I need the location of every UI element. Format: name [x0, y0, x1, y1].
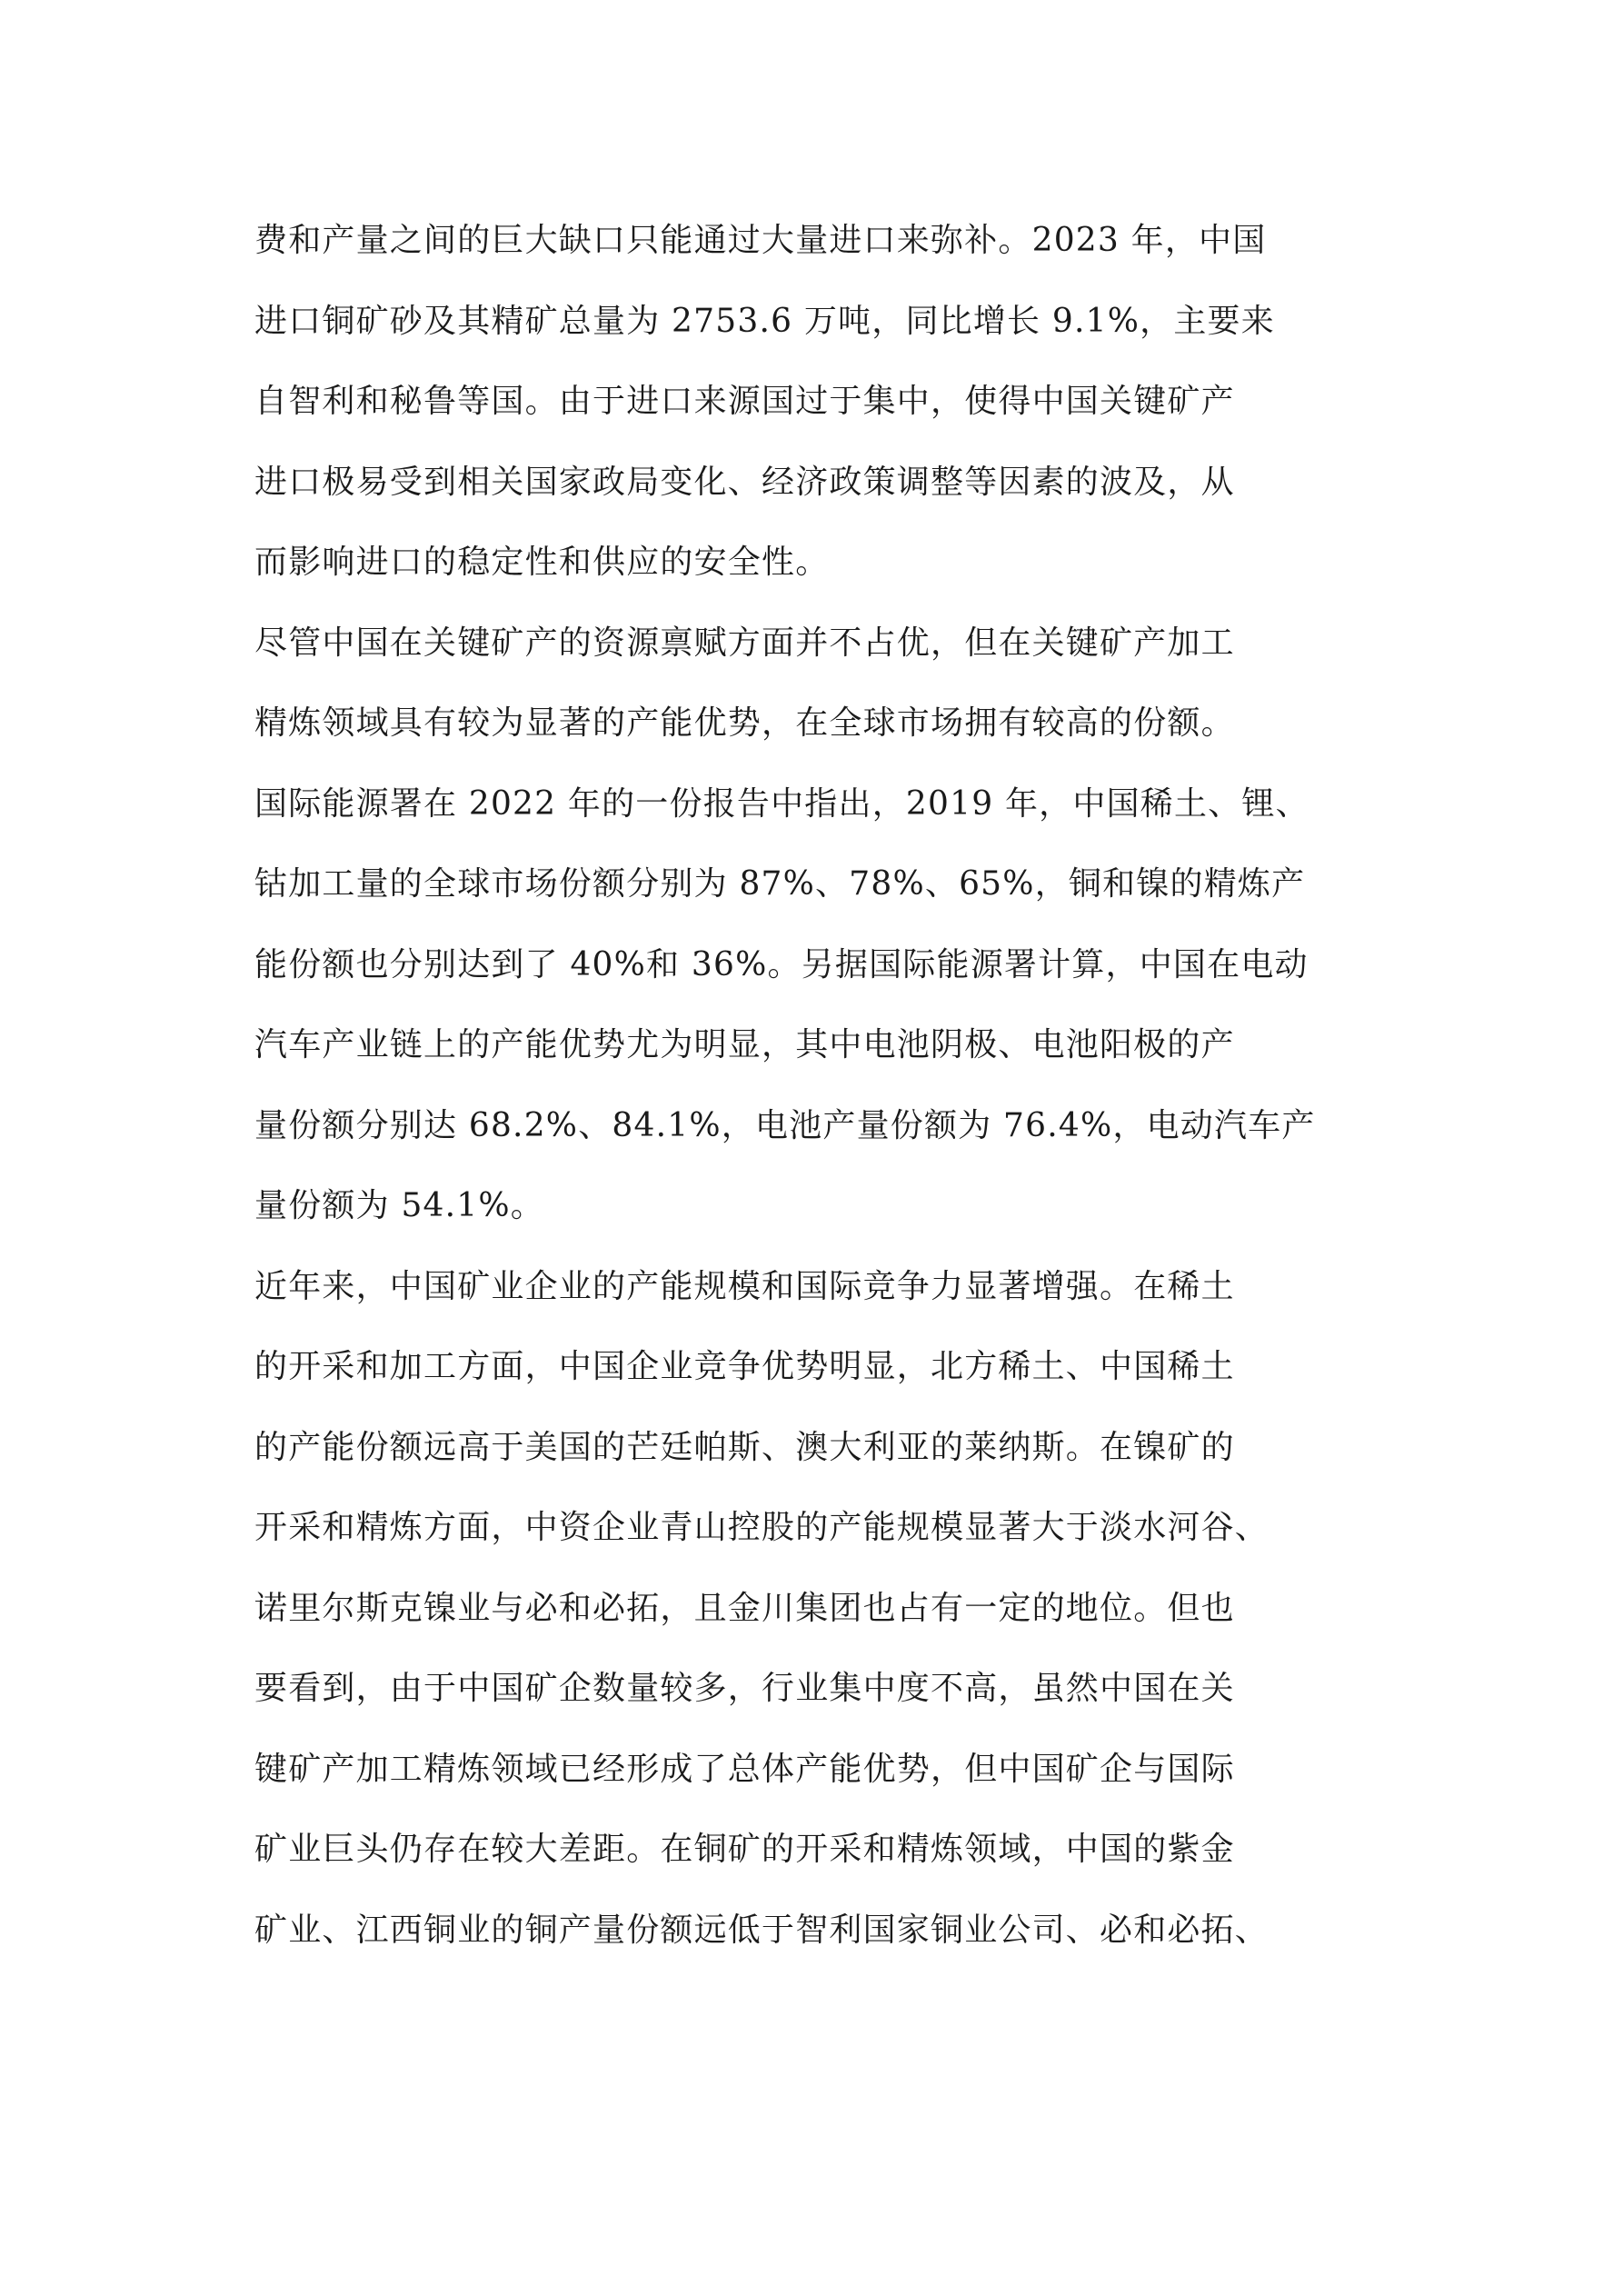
text-line: 近年来，中国矿业企业的产能规模和国际竞争力显著增强。在稀土 [254, 1267, 1235, 1305]
text-line: 汽车产业链上的产能优势尤为明显，其中电池阴极、电池阳极的产 [254, 1026, 1235, 1063]
text-line: 键矿产加工精炼领域已经形成了总体产能优势，但中国矿企与国际 [254, 1750, 1235, 1788]
text-line: 诺里尔斯克镍业与必和必拓，且金川集团也占有一定的地位。但也 [254, 1589, 1235, 1627]
text-line: 的开采和加工方面，中国企业竞争优势明显，北方稀土、中国稀土 [254, 1348, 1235, 1385]
text-line: 进口极易受到相关国家政局变化、经济政策调整等因素的波及，从 [254, 463, 1235, 501]
paragraph-copper-imports [254, 201, 1399, 604]
paragraph-refining-advantage [254, 604, 1399, 1247]
text-line: 矿业巨头仍存在较大差距。在铜矿的开采和精炼领域，中国的紫金 [254, 1831, 1235, 1868]
text-line: 要看到，由于中国矿企数量较多，行业集中度不高，虽然中国在关 [254, 1670, 1235, 1707]
text-line: 精炼领域具有较为显著的产能优势，在全球市场拥有较高的份额。 [254, 704, 1235, 742]
text-line: 钴加工量的全球市场份额分别为 87%、78%、65%，铜和镍的精炼产 [254, 865, 1306, 903]
text-line: 进口铜矿砂及其精矿总量为 2753.6 万吨，同比增长 9.1%，主要来 [254, 302, 1275, 340]
text-line: 费和产量之间的巨大缺口只能通过大量进口来弥补。2023 年，中国 [254, 222, 1267, 259]
text-line: 的产能份额远高于美国的芒廷帕斯、澳大利亚的莱纳斯。在镍矿的 [254, 1428, 1235, 1466]
text-line: 尽管中国在关键矿产的资源禀赋方面并不占优，但在关键矿产加工 [254, 624, 1235, 662]
text-line: 量份额为 54.1%。 [254, 1187, 545, 1224]
text-line: 量份额分别达 68.2%、84.1%，电池产量份额为 76.4%，电动汽车产 [254, 1106, 1316, 1144]
text-line: 矿业、江西铜业的铜产量份额远低于智利国家铜业公司、必和必拓、 [254, 1911, 1270, 1949]
document-body [254, 201, 1399, 1971]
text-line: 能份额也分别达到了 40%和 36%。另据国际能源署计算，中国在电动 [254, 945, 1309, 983]
paragraph-mining-enterprises [254, 1247, 1399, 1972]
text-line: 国际能源署在 2022 年的一份报告中指出，2019 年，中国稀土、锂、 [254, 784, 1309, 823]
text-line: 开采和精炼方面，中资企业青山控股的产能规模显著大于淡水河谷、 [254, 1509, 1270, 1546]
text-line: 自智利和秘鲁等国。由于进口来源国过于集中，使得中国关键矿产 [254, 383, 1235, 420]
text-line: 而影响进口的稳定性和供应的安全性。 [254, 544, 830, 581]
